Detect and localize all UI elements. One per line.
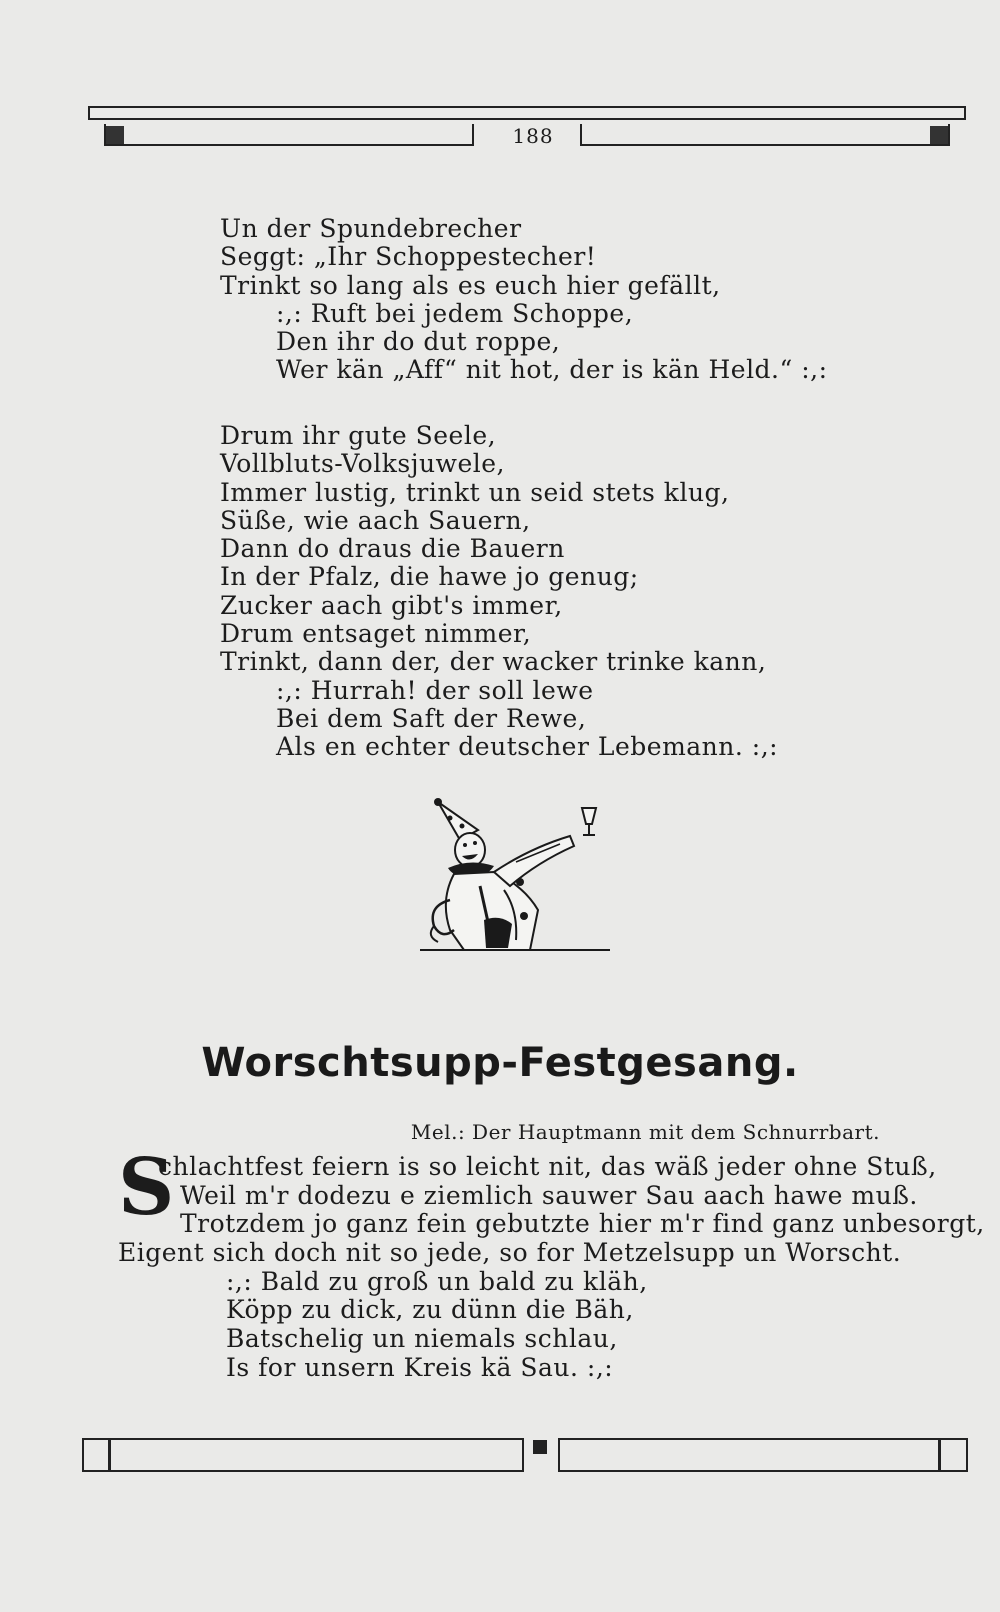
verse-line: Trinkt, dann der, der wacker trinke kann,	[220, 647, 767, 677]
verse-line: Immer lustig, trinkt un seid stets klug,	[220, 477, 730, 507]
stanza-2	[220, 422, 778, 762]
header-square-right	[930, 126, 948, 144]
footer-tick	[108, 1438, 111, 1472]
song-line: Eigent sich doch nit so jede, so for Metzelsupp un Worscht.	[118, 1238, 902, 1268]
verse-line: Den ihr do dut roppe,	[276, 327, 561, 357]
song-line: chlachtfest feiern is so leicht nit, das wäß jeder ohne Stuß,	[158, 1152, 937, 1181]
melody-note: Mel.: Der Hauptmann mit dem Schnurrbart.	[410, 1120, 880, 1144]
header-frame-left	[104, 124, 474, 146]
verse-line: Dann do draus die Bauern	[220, 534, 565, 564]
song-line: Weil m'r dodezu e ziemlich sauwer Sau aach hawe muß.	[180, 1180, 918, 1210]
header-rule	[88, 106, 966, 120]
header-frame-right	[580, 124, 950, 146]
song-line: Trotzdem jo ganz fein gebutzte hier m'r find ganz unbesorgt,	[180, 1209, 985, 1239]
verse-line: :,: Hurrah! der soll lewe	[276, 675, 594, 705]
song-line: Batschelig un niemals schlau,	[226, 1324, 618, 1354]
verse-line: Vollbluts-Volksjuwele,	[220, 449, 505, 479]
song-line: Is for unsern Kreis kä Sau. :,:	[226, 1352, 614, 1382]
song-title: Worschtsupp-Festgesang.	[201, 1040, 799, 1086]
verse-line: Zucker aach gibt's immer,	[220, 590, 563, 620]
verse-line: Un der Spundebrecher	[220, 214, 522, 243]
footer-ornament	[82, 1438, 968, 1476]
verse-line: In der Pfalz, die hawe jo genug;	[220, 562, 639, 592]
verse-line: Wer kän „Aff“ nit hot, der is kän Held.“ :,:	[276, 355, 828, 385]
verse-line: :,: Ruft bei jedem Schoppe,	[276, 298, 634, 328]
jester-with-wineglass-icon	[420, 790, 620, 980]
page-number: 188	[512, 124, 554, 148]
verse-line: Drum entsaget nimmer,	[220, 619, 532, 649]
header-ornament	[88, 106, 966, 150]
song-line: Köpp zu dick, zu dünn die Bäh,	[226, 1295, 634, 1325]
stanza-1	[220, 215, 828, 385]
song-line: :,: Bald zu groß un bald zu kläh,	[226, 1266, 648, 1296]
footer-frame-left	[82, 1438, 524, 1472]
header-square-left	[106, 126, 124, 144]
song-stanza	[118, 1142, 985, 1383]
verse-line: Als en echter deutscher Lebemann. :,:	[276, 732, 779, 762]
footer-tick	[938, 1438, 941, 1472]
verse-line: Süße, wie aach Sauern,	[220, 505, 531, 535]
footer-frame-right	[558, 1438, 968, 1472]
verse-line: Seggt: „Ihr Schoppestecher!	[220, 242, 597, 272]
footer-square	[524, 1440, 556, 1454]
drop-cap: S	[118, 1142, 175, 1233]
verse-line: Drum ihr gute Seele,	[220, 421, 497, 450]
verse-line: Bei dem Saft der Rewe,	[276, 703, 587, 733]
verse-line: Trinkt so lang als es euch hier gefällt,	[220, 270, 721, 300]
